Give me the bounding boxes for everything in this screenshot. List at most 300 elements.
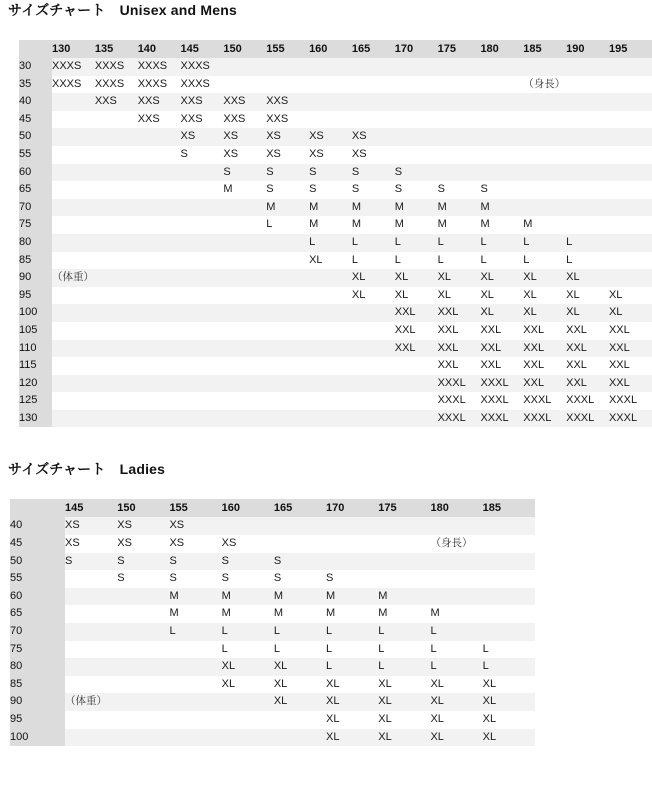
table-row (19, 146, 652, 164)
size-cell-85-195 (609, 252, 652, 270)
size-cell-110-135 (95, 340, 138, 358)
size-cell-30-195 (609, 58, 652, 76)
size-cell-50-185 (483, 553, 535, 571)
size-cell-100-165 (274, 729, 326, 747)
size-cell-35-195 (609, 76, 652, 94)
size-cell-50-155: XS (266, 128, 309, 146)
size-cell-40-195 (609, 93, 652, 111)
size-cell-115-180: XXL (480, 357, 523, 375)
size-cell-80-160: XL (222, 658, 274, 676)
size-cell-65-195 (609, 181, 652, 199)
size-cell-50-160: XS (309, 128, 352, 146)
size-cell-65-135 (95, 181, 138, 199)
row-header-70: 70 (19, 199, 52, 217)
size-cell-35-190 (566, 76, 609, 94)
column-header-165: 165 (274, 499, 326, 517)
row-header-85: 85 (10, 676, 65, 694)
size-cell-80-170: L (326, 658, 378, 676)
size-cell-40-150: XXS (223, 93, 266, 111)
height-note-label: （身長） (430, 535, 482, 553)
size-cell-65-185 (523, 181, 566, 199)
size-cell-130-140 (138, 410, 181, 428)
size-cell-60-185 (483, 588, 535, 606)
size-cell-50-175 (438, 128, 481, 146)
size-cell-70-170: M (395, 199, 438, 217)
size-cell-55-170 (395, 146, 438, 164)
size-cell-55-160: S (222, 570, 274, 588)
size-cell-90-150 (223, 269, 266, 287)
size-cell-70-165: L (274, 623, 326, 641)
size-cell-100-145 (181, 304, 224, 322)
size-cell-85-140 (138, 252, 181, 270)
size-cell-120-185: XXL (523, 375, 566, 393)
size-cell-55-160: XS (309, 146, 352, 164)
size-cell-30-135: XXXS (95, 58, 138, 76)
size-cell-75-185: L (483, 641, 535, 659)
size-cell-105-180: XXL (480, 322, 523, 340)
weight-note-label: （体重） (65, 693, 117, 711)
size-cell-110-155 (266, 340, 309, 358)
size-cell-80-130 (52, 234, 95, 252)
size-cell-130-165 (352, 410, 395, 428)
size-cell-60-175 (438, 164, 481, 182)
size-cell-105-175: XXL (438, 322, 481, 340)
row-header-90: 90 (10, 693, 65, 711)
size-cell-85-165: XL (274, 676, 326, 694)
column-header-150: 150 (117, 499, 169, 517)
table-row (19, 181, 652, 199)
column-header-row-ladies (10, 499, 535, 517)
size-cell-55-150: XS (223, 146, 266, 164)
size-cell-70-170: L (326, 623, 378, 641)
size-cell-80-150 (223, 234, 266, 252)
size-cell-65-145 (181, 181, 224, 199)
size-cell-90-175: XL (378, 693, 430, 711)
table-row (19, 164, 652, 182)
size-cell-75-175: M (438, 216, 481, 234)
size-cell-95-135 (95, 287, 138, 305)
table-row (19, 287, 652, 305)
table-row (19, 111, 652, 129)
size-cell-65-180: M (430, 605, 482, 623)
size-cell-85-175: L (438, 252, 481, 270)
size-cell-75-175: L (378, 641, 430, 659)
row-header-50: 50 (10, 553, 65, 571)
size-cell-65-150: M (223, 181, 266, 199)
table-row (19, 340, 652, 358)
size-cell-125-160 (309, 392, 352, 410)
size-cell-115-130 (52, 357, 95, 375)
table-row (10, 535, 535, 553)
size-cell-40-160 (309, 93, 352, 111)
size-cell-60-155: M (169, 588, 221, 606)
size-cell-130-175: XXXL (438, 410, 481, 428)
size-cell-90-145 (181, 269, 224, 287)
size-cell-95-145 (181, 287, 224, 305)
size-cell-35-165 (352, 76, 395, 94)
column-header-155: 155 (266, 40, 309, 58)
size-cell-70-160: M (309, 199, 352, 217)
size-cell-45-165 (352, 111, 395, 129)
size-cell-35-150 (223, 76, 266, 94)
size-cell-45-170 (326, 535, 378, 553)
size-cell-85-155 (169, 676, 221, 694)
size-cell-50-185 (523, 128, 566, 146)
size-cell-110-180: XXL (480, 340, 523, 358)
row-header-35: 35 (19, 76, 52, 94)
size-cell-65-140 (138, 181, 181, 199)
size-cell-75-165: M (352, 216, 395, 234)
size-cell-110-185: XXL (523, 340, 566, 358)
column-header-190: 190 (566, 40, 609, 58)
size-cell-85-150 (223, 252, 266, 270)
size-cell-45-145: XXS (181, 111, 224, 129)
size-cell-90-190: XL (566, 269, 609, 287)
size-cell-120-150 (223, 375, 266, 393)
size-cell-75-185: M (523, 216, 566, 234)
size-cell-35-140: XXXS (138, 76, 181, 94)
size-cell-55-175 (438, 146, 481, 164)
size-cell-45-140: XXS (138, 111, 181, 129)
size-cell-75-170: L (326, 641, 378, 659)
row-header-60: 60 (19, 164, 52, 182)
size-cell-45-175 (438, 111, 481, 129)
size-cell-95-150 (117, 711, 169, 729)
size-cell-45-155: XXS (266, 111, 309, 129)
size-cell-125-140 (138, 392, 181, 410)
size-cell-80-135 (95, 234, 138, 252)
row-header-85: 85 (19, 252, 52, 270)
size-cell-130-185: XXXL (523, 410, 566, 428)
size-cell-80-155 (266, 234, 309, 252)
size-cell-120-160 (309, 375, 352, 393)
size-cell-65-160: S (309, 181, 352, 199)
size-cell-95-165 (274, 711, 326, 729)
size-cell-85-135 (95, 252, 138, 270)
size-cell-50-135 (95, 128, 138, 146)
row-header-115: 115 (19, 357, 52, 375)
size-cell-80-145 (65, 658, 117, 676)
row-header-125: 125 (19, 392, 52, 410)
size-cell-120-190: XXL (566, 375, 609, 393)
row-header-65: 65 (10, 605, 65, 623)
column-header-145: 145 (65, 499, 117, 517)
size-cell-80-175: L (378, 658, 430, 676)
size-cell-45-135 (95, 111, 138, 129)
size-cell-60-160: S (309, 164, 352, 182)
size-cell-80-145 (181, 234, 224, 252)
size-cell-90-155 (266, 269, 309, 287)
column-header-165: 165 (352, 40, 395, 58)
size-table-unisex-mens (19, 40, 652, 427)
size-cell-75-150 (223, 216, 266, 234)
size-cell-60-145 (65, 588, 117, 606)
size-cell-130-130 (52, 410, 95, 428)
column-header-135: 135 (95, 40, 138, 58)
size-cell-110-195: XXL (609, 340, 652, 358)
row-header-100: 100 (10, 729, 65, 747)
size-cell-40-180 (480, 93, 523, 111)
size-cell-30-165 (352, 58, 395, 76)
size-cell-60-150 (117, 588, 169, 606)
size-cell-55-175 (378, 570, 430, 588)
size-cell-115-145 (181, 357, 224, 375)
size-cell-45-145: XS (65, 535, 117, 553)
size-cell-70-150 (117, 623, 169, 641)
size-cell-115-140 (138, 357, 181, 375)
size-cell-105-150 (223, 322, 266, 340)
table-row (10, 676, 535, 694)
row-header-95: 95 (10, 711, 65, 729)
column-header-180: 180 (430, 499, 482, 517)
size-cell-50-150: XS (223, 128, 266, 146)
size-cell-65-175: M (378, 605, 430, 623)
row-header-100: 100 (19, 304, 52, 322)
size-cell-90-185: XL (523, 269, 566, 287)
size-cell-55-185 (523, 146, 566, 164)
size-cell-45-155: XS (169, 535, 221, 553)
size-cell-30-130: XXXS (52, 58, 95, 76)
size-cell-40-190 (566, 93, 609, 111)
size-cell-95-145 (65, 711, 117, 729)
size-cell-60-180 (430, 588, 482, 606)
size-cell-65-175: S (438, 181, 481, 199)
size-cell-85-180: L (480, 252, 523, 270)
size-cell-50-195 (609, 128, 652, 146)
size-cell-60-195 (609, 164, 652, 182)
size-cell-70-145 (181, 199, 224, 217)
size-cell-85-190: L (566, 252, 609, 270)
size-cell-80-160: L (309, 234, 352, 252)
size-cell-85-160: XL (309, 252, 352, 270)
size-cell-55-155: S (169, 570, 221, 588)
size-cell-90-185: XL (483, 693, 535, 711)
table-row (10, 623, 535, 641)
size-cell-115-165 (352, 357, 395, 375)
size-cell-115-150 (223, 357, 266, 375)
table-row (19, 269, 652, 287)
size-cell-50-170 (395, 128, 438, 146)
size-cell-100-195: XL (609, 304, 652, 322)
size-cell-125-150 (223, 392, 266, 410)
size-cell-60-175: M (378, 588, 430, 606)
table-row (10, 693, 535, 711)
row-header-105: 105 (19, 322, 52, 340)
size-cell-90-150 (117, 693, 169, 711)
size-cell-60-170: S (395, 164, 438, 182)
size-cell-110-190: XXL (566, 340, 609, 358)
table-row (19, 93, 652, 111)
size-cell-125-145 (181, 392, 224, 410)
size-cell-130-170 (395, 410, 438, 428)
size-cell-130-180: XXXL (480, 410, 523, 428)
size-cell-65-170: S (395, 181, 438, 199)
size-cell-125-135 (95, 392, 138, 410)
size-cell-65-150 (117, 605, 169, 623)
size-cell-85-170: XL (326, 676, 378, 694)
size-cell-95-170: XL (395, 287, 438, 305)
size-cell-55-165: XS (352, 146, 395, 164)
size-cell-40-170 (326, 517, 378, 535)
size-cell-45-185 (483, 535, 535, 553)
size-cell-30-185 (523, 58, 566, 76)
chart-title-main: サイズチャート (8, 461, 106, 478)
size-cell-60-180 (480, 164, 523, 182)
size-cell-120-140 (138, 375, 181, 393)
size-cell-105-170: XXL (395, 322, 438, 340)
size-cell-80-170: L (395, 234, 438, 252)
size-cell-85-145 (181, 252, 224, 270)
table-row (10, 570, 535, 588)
size-cell-115-155 (266, 357, 309, 375)
size-cell-75-160: L (222, 641, 274, 659)
size-cell-110-160 (309, 340, 352, 358)
size-cell-65-180: S (480, 181, 523, 199)
size-cell-115-190: XXL (566, 357, 609, 375)
size-cell-75-130 (52, 216, 95, 234)
size-cell-130-160 (309, 410, 352, 428)
table-body-unisex (19, 58, 652, 427)
size-cell-125-170 (395, 392, 438, 410)
row-header-40: 40 (19, 93, 52, 111)
table-row (10, 553, 535, 571)
size-cell-95-190: XL (566, 287, 609, 305)
table-row (10, 729, 535, 747)
size-cell-60-190 (566, 164, 609, 182)
size-cell-55-185 (483, 570, 535, 588)
table-row (19, 375, 652, 393)
size-cell-50-170 (326, 553, 378, 571)
row-header-50: 50 (19, 128, 52, 146)
size-cell-35-160 (309, 76, 352, 94)
size-cell-30-140: XXXS (138, 58, 181, 76)
size-cell-120-165 (352, 375, 395, 393)
size-cell-95-180: XL (480, 287, 523, 305)
size-cell-115-135 (95, 357, 138, 375)
column-header-140: 140 (138, 40, 181, 58)
size-cell-110-150 (223, 340, 266, 358)
size-cell-30-155 (266, 58, 309, 76)
size-cell-65-185 (483, 605, 535, 623)
size-cell-75-145 (65, 641, 117, 659)
table-row (19, 128, 652, 146)
size-cell-50-190 (566, 128, 609, 146)
size-cell-80-140 (138, 234, 181, 252)
size-cell-90-195 (609, 269, 652, 287)
size-cell-40-185 (523, 93, 566, 111)
size-cell-50-165: S (274, 553, 326, 571)
size-cell-90-135 (95, 269, 138, 287)
weight-note-label: （体重） (52, 269, 95, 287)
size-cell-130-150 (223, 410, 266, 428)
size-cell-50-165: XS (352, 128, 395, 146)
table-row (19, 199, 652, 217)
size-cell-35-175 (438, 76, 481, 94)
size-cell-105-155 (266, 322, 309, 340)
table-row (10, 605, 535, 623)
row-header-45: 45 (19, 111, 52, 129)
size-cell-85-185: L (523, 252, 566, 270)
size-cell-45-195 (609, 111, 652, 129)
size-cell-125-155 (266, 392, 309, 410)
size-cell-75-145 (181, 216, 224, 234)
size-cell-120-155 (266, 375, 309, 393)
size-cell-50-175 (378, 553, 430, 571)
size-cell-130-195: XXXL (609, 410, 652, 428)
size-cell-55-165: S (274, 570, 326, 588)
size-cell-100-155 (169, 729, 221, 747)
size-cell-75-155 (169, 641, 221, 659)
size-cell-45-190 (566, 111, 609, 129)
size-cell-75-180: M (480, 216, 523, 234)
size-cell-80-175: L (438, 234, 481, 252)
size-cell-45-175 (378, 535, 430, 553)
size-cell-75-180: L (430, 641, 482, 659)
column-header-130: 130 (52, 40, 95, 58)
size-cell-100-140 (138, 304, 181, 322)
size-cell-30-145: XXXS (181, 58, 224, 76)
table-row (10, 641, 535, 659)
size-cell-70-150 (223, 199, 266, 217)
size-cell-70-185 (523, 199, 566, 217)
row-header-75: 75 (10, 641, 65, 659)
size-cell-45-160 (309, 111, 352, 129)
size-cell-65-190 (566, 181, 609, 199)
row-header-45: 45 (10, 535, 65, 553)
size-cell-55-145 (65, 570, 117, 588)
size-cell-50-180 (480, 128, 523, 146)
size-cell-100-130 (52, 304, 95, 322)
size-cell-75-165: L (274, 641, 326, 659)
size-cell-55-140 (138, 146, 181, 164)
size-cell-30-170 (395, 58, 438, 76)
size-cell-90-170: XL (395, 269, 438, 287)
size-cell-75-190 (566, 216, 609, 234)
row-header-80: 80 (10, 658, 65, 676)
size-cell-95-175: XL (438, 287, 481, 305)
size-cell-90-175: XL (438, 269, 481, 287)
column-header-175: 175 (378, 499, 430, 517)
size-cell-90-140 (138, 269, 181, 287)
size-cell-90-170: XL (326, 693, 378, 711)
size-cell-90-165: XL (352, 269, 395, 287)
size-cell-75-160: M (309, 216, 352, 234)
size-cell-75-135 (95, 216, 138, 234)
size-cell-60-165: S (352, 164, 395, 182)
size-cell-100-185: XL (523, 304, 566, 322)
size-cell-40-185 (483, 517, 535, 535)
size-cell-125-180: XXXL (480, 392, 523, 410)
size-cell-40-170 (395, 93, 438, 111)
size-cell-100-170: XXL (395, 304, 438, 322)
size-cell-40-145: XXS (181, 93, 224, 111)
size-cell-105-130 (52, 322, 95, 340)
size-cell-95-180: XL (430, 711, 482, 729)
size-cell-45-185 (523, 111, 566, 129)
size-cell-85-130 (52, 252, 95, 270)
row-header-95: 95 (19, 287, 52, 305)
size-cell-100-150 (223, 304, 266, 322)
size-cell-95-175: XL (378, 711, 430, 729)
row-header-110: 110 (19, 340, 52, 358)
row-header-55: 55 (10, 570, 65, 588)
size-cell-60-165: M (274, 588, 326, 606)
size-cell-125-130 (52, 392, 95, 410)
size-cell-40-160 (222, 517, 274, 535)
size-cell-50-180 (430, 553, 482, 571)
size-cell-60-135 (95, 164, 138, 182)
row-header-55: 55 (19, 146, 52, 164)
